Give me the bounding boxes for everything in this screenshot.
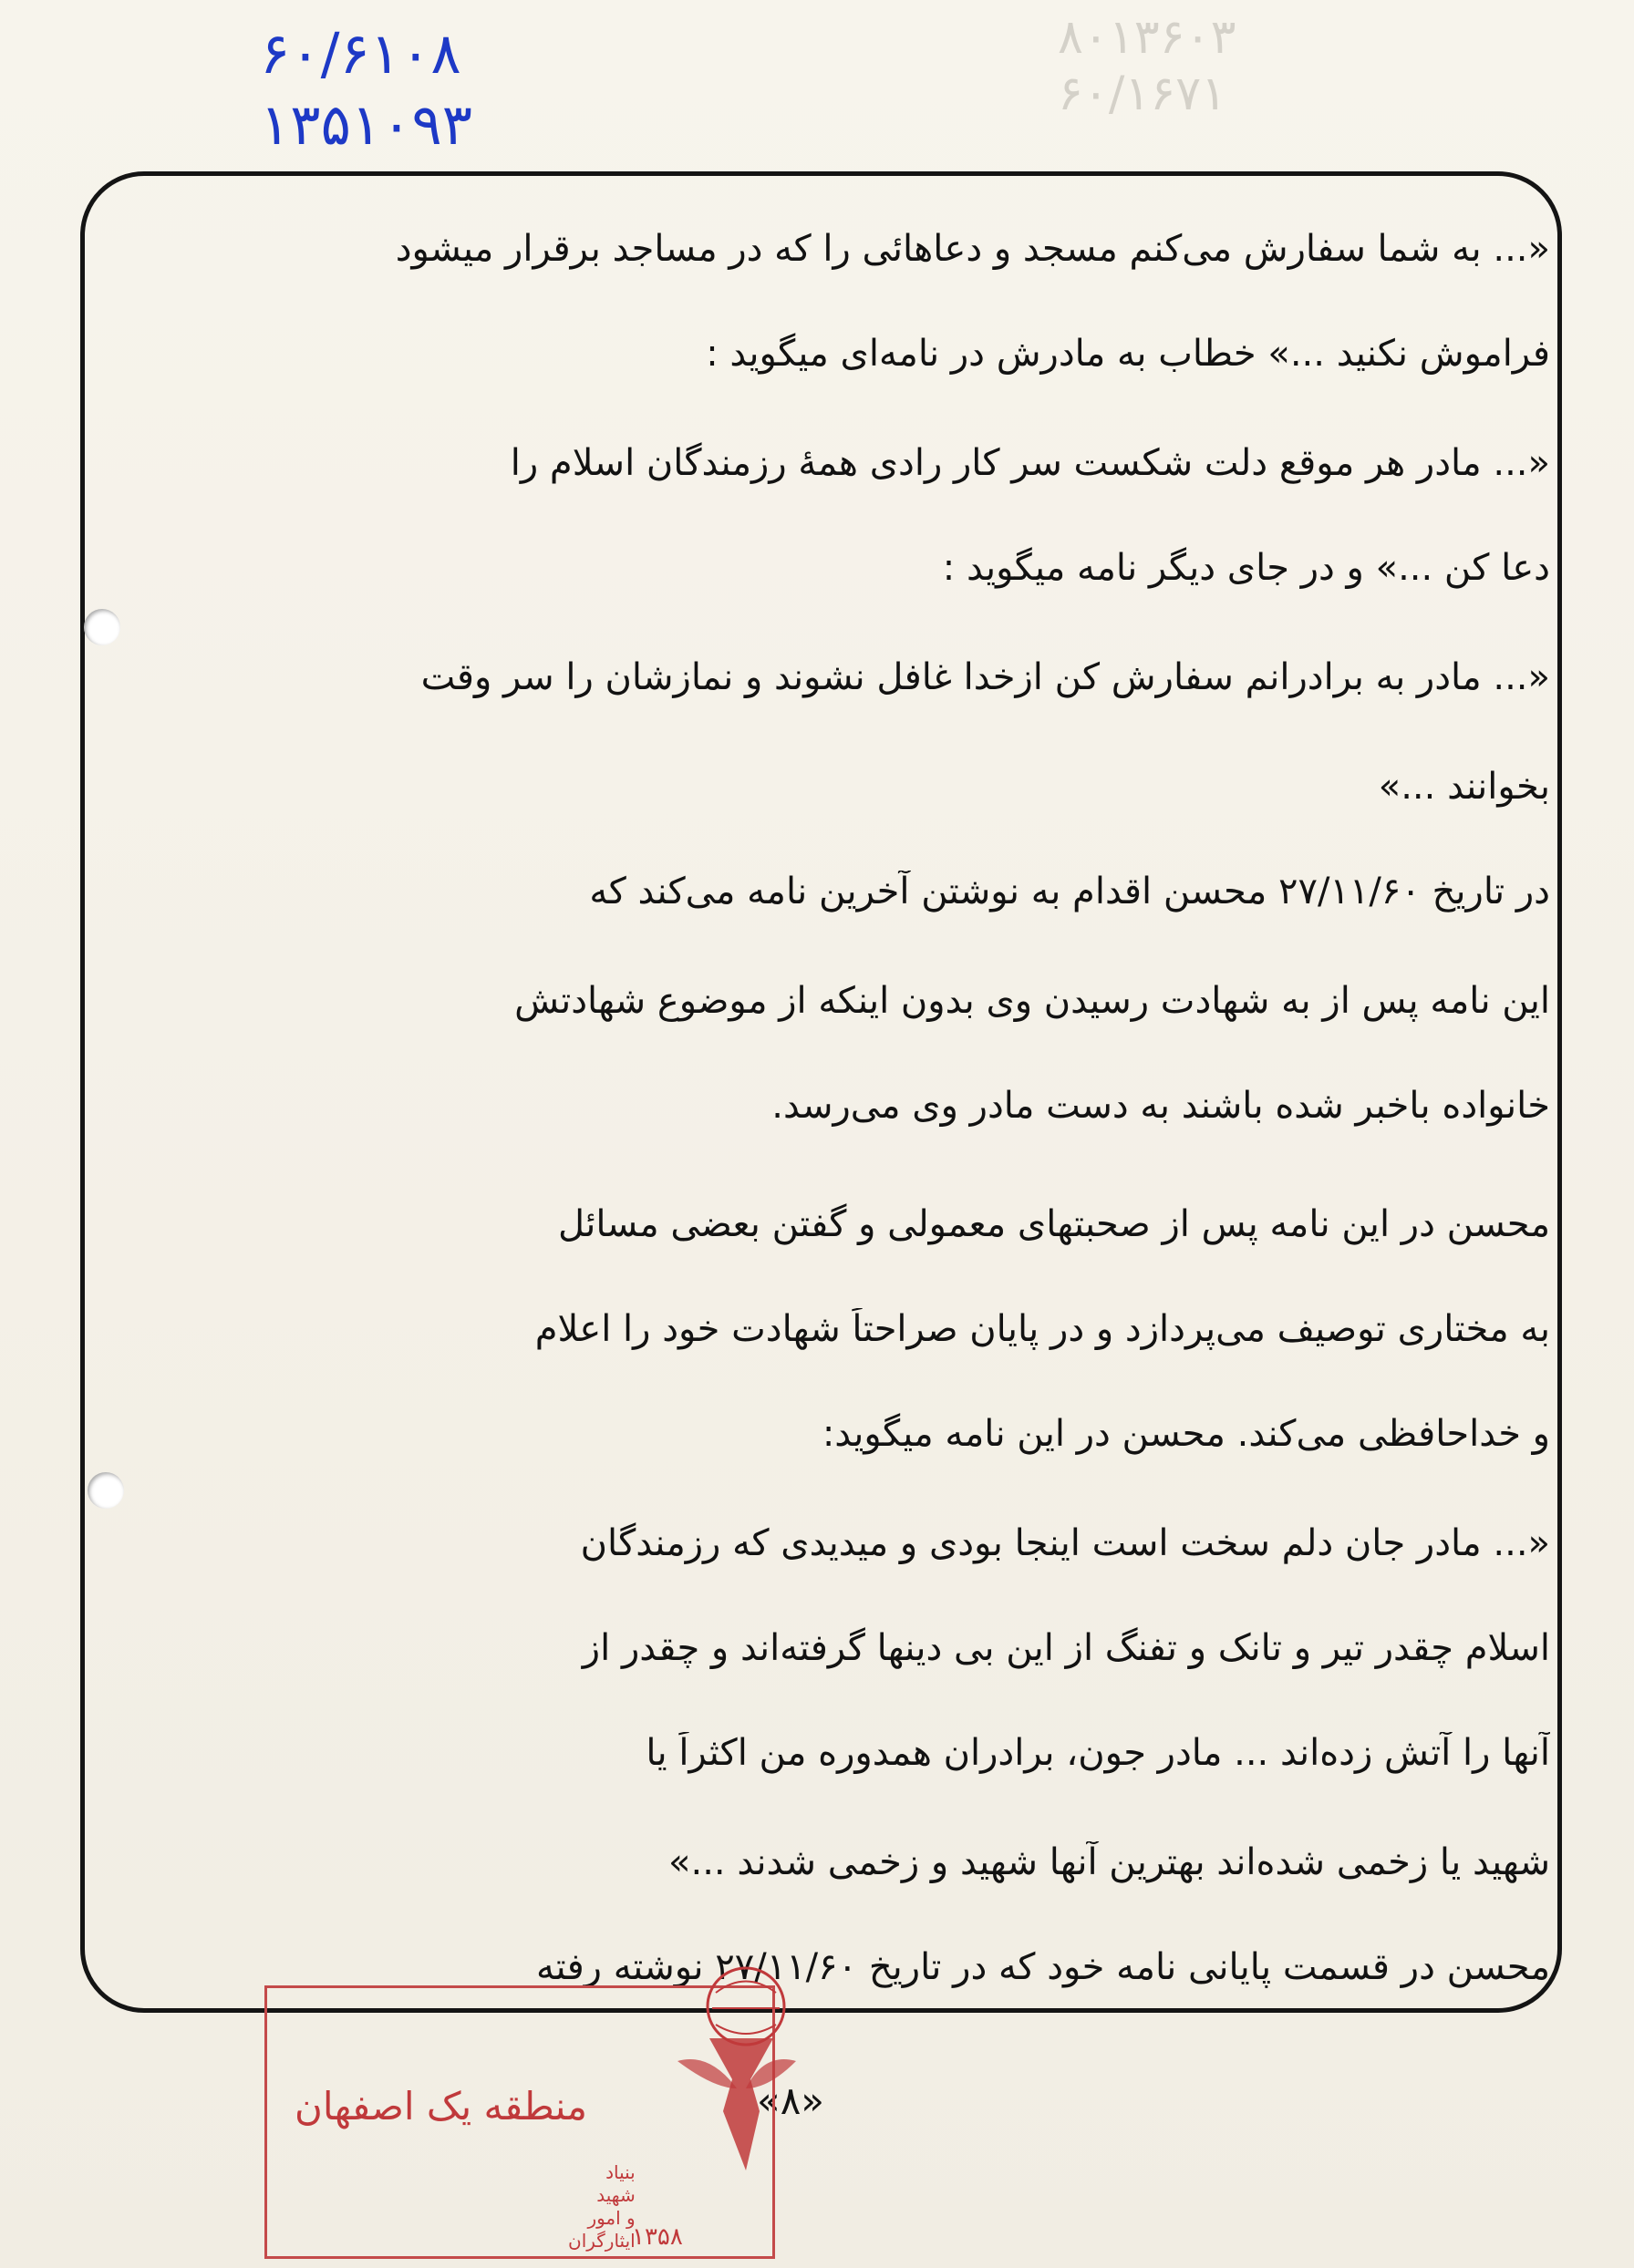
- text-line-3: «... مادر هر موقع دلت شکست سر کار رادی همهٔ رزمندگان اسلام را: [510, 442, 1550, 484]
- text-line-6: بخوانند ...»: [1378, 766, 1550, 808]
- stamp-organization: [568, 2161, 636, 2253]
- reference-numbers: [260, 18, 472, 160]
- punch-hole: [88, 1472, 124, 1509]
- organization-stamp: [264, 1985, 775, 2259]
- text-line-16: شهید یا زخمی شده‌اند بهترین آنها شهید و زخمی شدند ...»: [668, 1841, 1550, 1883]
- text-line-10: محسن در این نامه پس از صحبتهای معمولی و گفتن بعضی مسائل: [557, 1203, 1550, 1245]
- text-line-11: به مختاری توصیف می‌پردازد و در پایان صراحتاً شهادت خود را اعلام: [534, 1308, 1550, 1350]
- text-line-12: و خداحافظی می‌کند. محسن در این نامه میگوید:: [822, 1413, 1550, 1455]
- stamp-org-line-4: ایثارگران: [568, 2230, 636, 2252]
- bleed-through-numbers: [1058, 9, 1236, 123]
- text-line-1: «... به شما سفارش می‌کنم مسجد و دعاهائی را که در مساجد برقرار میشود: [395, 228, 1550, 270]
- stamp-year: ۱۳۵۸: [632, 2223, 683, 2251]
- text-line-5: «... مادر به برادرانم سفارش کن ازخدا غافل نشوند و نمازشان را سر وقت: [420, 656, 1550, 698]
- stamp-emblem-icon: [659, 1952, 805, 2189]
- reference-number-1: ۶۰/۶۱۰۸: [260, 20, 461, 87]
- text-line-4: دعا کن ...» و در جای دیگر نامه میگوید :: [942, 547, 1550, 589]
- reference-number-2: ۱۳۵۱۰۹۳: [260, 90, 473, 158]
- text-line-15: آنها را آتش زده‌اند ... مادر جون، برادران همدوره من اکثراً یا: [646, 1732, 1550, 1774]
- stamp-org-line-2: شهید: [596, 2184, 636, 2206]
- text-line-7: در تاریخ ۲۷/۱۱/۶۰ محسن اقدام به نوشتن آخرین نامه می‌کند که: [589, 871, 1550, 912]
- stamp-org-line-3: و امور: [587, 2207, 636, 2229]
- page-number: «۸»: [757, 2078, 824, 2123]
- ghost-number-2: ۶۰/۱۶۷۱: [1058, 67, 1227, 122]
- ghost-number-1: ۸۰۱۳۶۰۳: [1058, 10, 1236, 65]
- punch-hole: [84, 609, 120, 645]
- text-line-2: فراموش نکنید ...» خطاب به مادرش در نامه‌ای میگوید :: [706, 333, 1550, 375]
- text-line-17: محسن در قسمت پایانی نامه خود که در تاریخ ۲۷/۱۱/۶۰ نوشته رفته: [536, 1946, 1550, 1988]
- text-line-13: «... مادر جان دلم سخت است اینجا بودی و میدیدی که رزمندگان: [580, 1522, 1550, 1564]
- stamp-region-text: منطقه یک اصفهان: [295, 2084, 587, 2129]
- text-line-14: اسلام چقدر تیر و تانک و تفنگ از این بی دینها گرفته‌اند و چقدر از: [582, 1627, 1550, 1669]
- text-line-9: خانواده باخبر شده باشند به دست مادر وی می‌رسد.: [771, 1085, 1550, 1127]
- stamp-org-line-1: بنیاد: [605, 2161, 636, 2183]
- text-line-8: این نامه پس از به شهادت رسیدن وی بدون اینکه از موضوع شهادتش: [514, 980, 1550, 1022]
